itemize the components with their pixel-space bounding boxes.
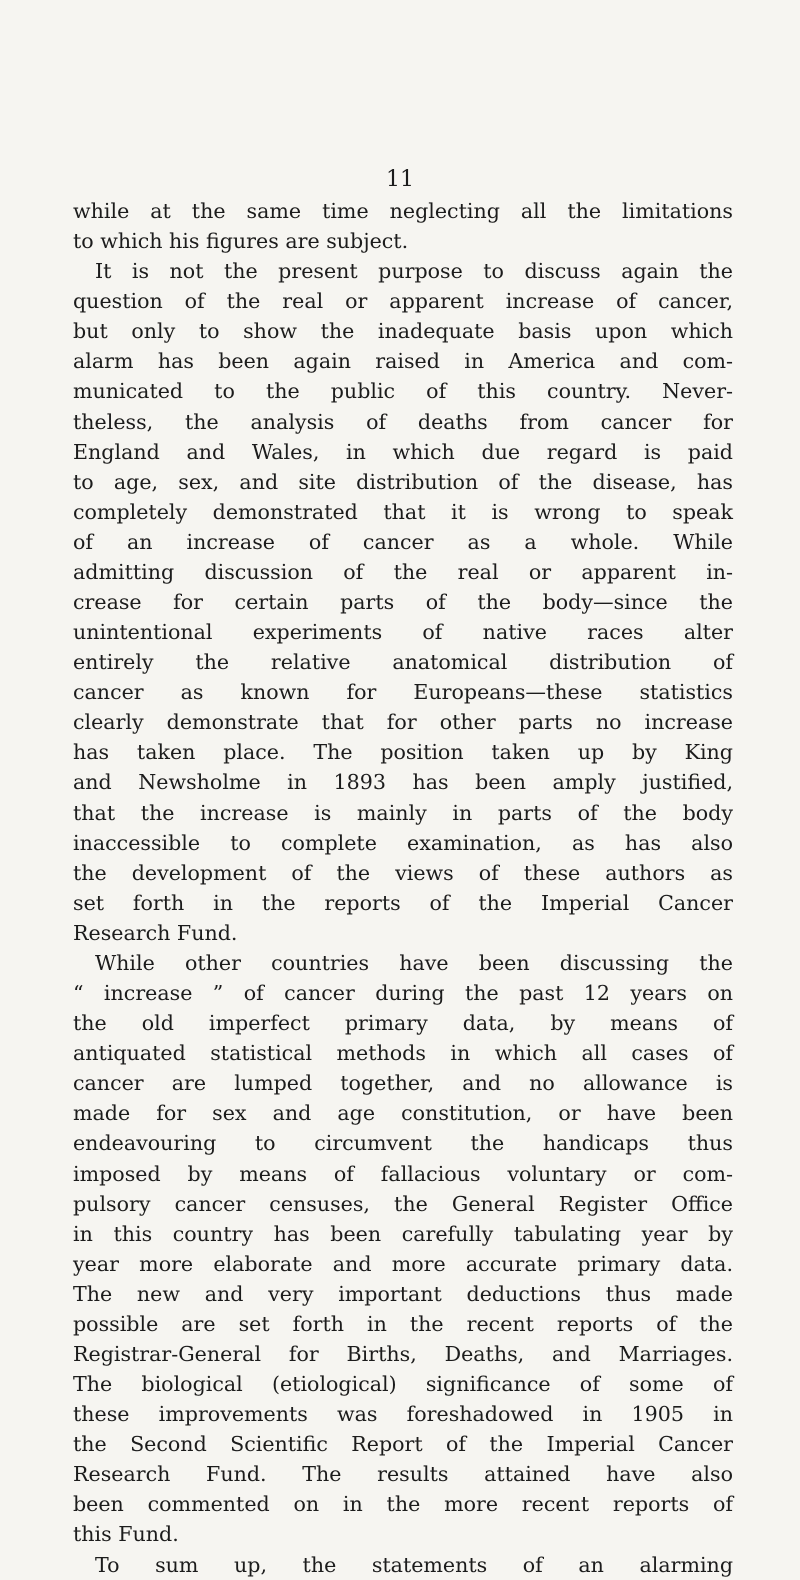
text-line: and Newsholme in 1893 has been amply justified, <box>73 770 733 795</box>
text-line: but only to show the inadequate basis upon which <box>73 319 733 344</box>
text-line: pulsory cancer censuses, the General Register Office <box>73 1191 733 1216</box>
text-line: Research Fund. <box>73 920 238 945</box>
text-line: antiquated statistical methods in which all cases of <box>73 1041 733 1066</box>
text-line: to which his figures are subject. <box>73 229 409 254</box>
text-line: To sum up, the statements of an alarming <box>95 1552 733 1577</box>
text-line: set forth in the reports of the Imperial Cancer <box>73 890 733 915</box>
text-line: year more elaborate and more accurate primary data. <box>73 1251 733 1276</box>
text-line: of an increase of cancer as a whole. While <box>73 529 733 554</box>
text-line: England and Wales, in which due regard is paid <box>73 439 733 464</box>
text-line: completely demonstrated that it is wrong to speak <box>73 499 733 524</box>
text-line: imposed by means of fallacious voluntary or com- <box>73 1161 733 1186</box>
text-line: clearly demonstrate that for other parts no increase <box>73 710 733 735</box>
text-line: The biological (etiological) significance of some of <box>73 1372 733 1397</box>
text-line: made for sex and age constitution, or have been <box>73 1101 733 1126</box>
text-line: possible are set forth in the recent reports of the <box>73 1311 733 1336</box>
text-line: endeavouring to circumvent the handicaps thus <box>73 1131 733 1156</box>
text-line: The new and very important deductions thus made <box>73 1281 733 1306</box>
text-line: the development of the views of these authors as <box>73 860 733 885</box>
text-line: these improvements was foreshadowed in 1905 in <box>73 1402 733 1427</box>
text-line: Registrar-General for Births, Deaths, and Marriages. <box>73 1341 733 1366</box>
text-line: the old imperfect primary data, by means of <box>73 1011 733 1036</box>
text-line: municated to the public of this country. Never- <box>73 379 733 404</box>
text-line: It is not the present purpose to discuss again the <box>95 259 733 284</box>
text-line: in this country has been carefully tabulating year by <box>73 1221 733 1246</box>
text-line: entirely the relative anatomical distribution of <box>73 650 733 675</box>
text-line: cancer are lumped together, and no allowance is <box>73 1071 733 1096</box>
text-line: the Second Scientific Report of the Imperial Cancer <box>73 1432 733 1457</box>
text-line: cancer as known for Europeans—these statistics <box>73 680 733 705</box>
text-line: Research Fund. The results attained have also <box>73 1462 733 1487</box>
text-line: this Fund. <box>73 1522 179 1547</box>
text-line: While other countries have been discussing the <box>95 950 733 975</box>
text-line: inaccessible to complete examination, as has also <box>73 830 733 855</box>
page-number: 11 <box>386 167 414 192</box>
text-line: while at the same time neglecting all the limitations <box>73 199 733 223</box>
text-line: theless, the analysis of deaths from cancer for <box>73 409 733 434</box>
text-line: alarm has been again raised in America and com- <box>73 349 733 374</box>
text-line: admitting discussion of the real or apparent in- <box>73 559 733 584</box>
text-line: has taken place. The position taken up by King <box>73 740 733 765</box>
text-line: “ increase ” of cancer during the past 12 years on <box>73 981 733 1006</box>
text-line: to age, sex, and site distribution of the disease, has <box>73 469 733 494</box>
text-line: that the increase is mainly in parts of the body <box>73 800 733 825</box>
text-line: unintentional experiments of native races alter <box>73 620 733 645</box>
text-line: question of the real or apparent increase of cancer, <box>73 289 733 314</box>
body-text <box>73 196 733 1580</box>
text-line: crease for certain parts of the body—since the <box>73 590 733 615</box>
text-line: been commented on in the more recent reports of <box>73 1492 733 1517</box>
